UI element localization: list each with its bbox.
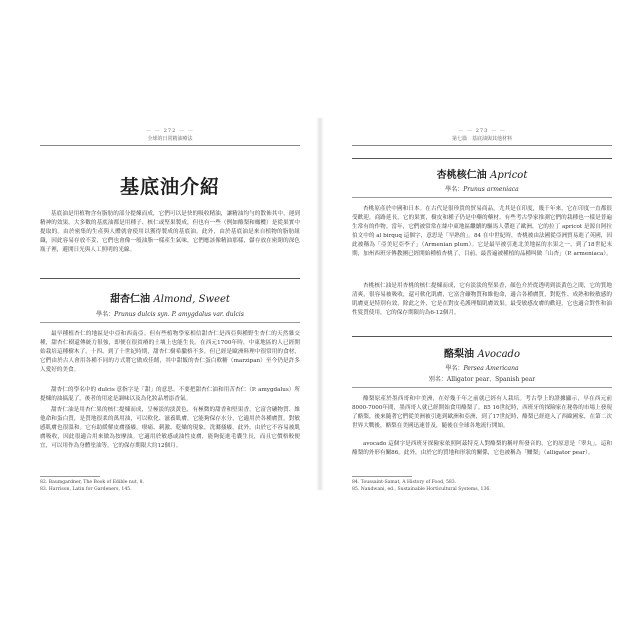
avocado-paragraph-1: 酪梨原產於墨西哥和中美洲，在好幾千年之前就已經有人栽培。考古學上的證據顯示，早在西元前8000-7000年間，墨西哥人就已經開始食用酪梨了。85 16世紀時，西班牙的探險家在秘魯的市場上發現了酪梨。後來隨著它們從美洲被引進到歐洲和亞洲，到了17世紀時，酪梨已經進入了西歐國家，在第二次世界大戰後，酪梨在美國迅速普及，隨後在全球各地流行開始。: [352, 396, 612, 429]
apricot-rule-bottom: [352, 197, 612, 198]
page-title: 基底油介紹: [119, 176, 220, 198]
avocado-title-en: Avocado: [477, 349, 520, 360]
right-running-head-rule: [352, 145, 612, 146]
right-page-number: — — 273 — —: [352, 128, 612, 134]
avocado-title-cn: 酪梨油: [444, 349, 475, 360]
right-running-head-title: 第七篇 基底油與其他材料: [451, 136, 512, 142]
apricot-latin-name: Prunus armeniaca: [463, 186, 519, 193]
latin-label: 學名：: [96, 311, 115, 318]
section-title-en: Almond, Sweet: [153, 294, 230, 305]
section-title-almond: [40, 290, 300, 305]
section-title-avocado: [352, 345, 612, 360]
apricot-paragraph-2: 杏桃核仁油是用杏桃的核仁提煉而成，它有淡淡的堅果香，顏色介於從透明到淡黃色之間，它的質地清爽，很容易被吸收，還可軟化肌膚，它富含礦物質和維他命，適合各種膚質，對乾性、成熟和較敏感的肌膚更是特別有效，除此之外，它是在對皮毛護理類肌膚效果。最受敏感皮膚的歡迎，它也適合對性和油性髮質使用，它的保存期限約為6-12個月。: [352, 283, 612, 316]
avocado-rule-top: [352, 336, 612, 337]
section-rule-bottom: [40, 322, 300, 323]
avocado-alias-label: 別名：: [428, 376, 447, 383]
right-footnote-rule: [352, 476, 412, 477]
footnote-85: 85. Nandwani, ed., Sustainable Horticultural Systems, 136.: [352, 487, 491, 492]
almond-paragraph-2: 甜杏仁的學名中的 dulcis 意指字是「甜」的意思。不要把甜杏仁油和用苦杏仁（P. amygdalus）所提煉的油搞混了，後者的用途是調味以及為化妝品增添香氣。: [40, 387, 300, 402]
left-footnote-rule: [40, 476, 100, 477]
avocado-latin-label: 學名：: [445, 365, 464, 372]
apricot-paragraph-1: 杏桃原產於中國和日本。在古代是很珍貴的貿易商品，尤其是在印度，幾千年來，它在印度一直都很受歡迎，商路延長，它的果實，樹皮和種子仍是中藥的藥材。有些考古學家推測它們的栽種也一樣是普遍生常有的作物。當年，它們被常常在絲中東地區繼續的驅馬人帶進了歐洲，它的拉丁 apricot 是源自阿拉伯文中的 al birquq 這個字，意思是「早熟的」。84 在中世紀時，杏桃被由法國從亞洲貿易進了英國，因此被稱為「亞美尼亞李子」（Armenian plum）。它是最早被引進北美地區的水果之一，到了18世紀末期，加州西班牙傳教團已經開始種植杏桃了，目前，最普遍被種植的品種叫做「山杏」（P. armeniaca）。: [352, 206, 612, 257]
left-page-number: — — 272 — —: [40, 128, 300, 134]
latin-name: Prunus dulcis syn. P. amygdalus var. dulcis: [114, 311, 244, 318]
footnote-84: 84. Toussaint-Samat, A History of Food, 583.: [352, 480, 457, 485]
avocado-alias-line: [352, 374, 612, 383]
avocado-paragraph-2: avocado 這個字是西班牙探險家依照阿茲特克人對酪梨的稱呼所發音的，它的原意是「睾丸」，這和酪梨的外形有關86。此外，由於它的質地和形狀的關係，它也被稱為「鱷梨」（alligator pear）。: [352, 441, 612, 456]
footnote-82: 82. Baumgardner, The Book of Edible nut, 8.: [40, 480, 144, 485]
avocado-latin-name: Persea Americana: [463, 365, 519, 372]
section-title-apricot: [352, 166, 612, 181]
section-title-cn: 甜杏仁油: [110, 294, 151, 305]
apricot-rule-top: [352, 158, 612, 159]
apricot-latin-line: [352, 184, 612, 193]
almond-paragraph-1: 最早種植杏仁的地區是中亞和西南亞。但有些植物學家相信甜杏仁是西亞與種野生杏仁的天然雜交種，甜杏仁樹還傳統力很強，即便在很貧瘠的土壤上也能生長。在西元1700年時，中東地區的人已經開始栽培這種樹木了。十四、到了十世紀時期，甜杏仁樹希臘格不多，但已經是歐洲料理中很常用的食材，它們由於古人會用各種不同的方式將它做成佳餚，其中甜飯的杏仁蛋白軟糖（marzipan）至今仍是許多人愛好的美食。: [40, 331, 300, 373]
intro-paragraph: 基底油是用植物含有脂肪的部分提煉而成，它們可以是快的吸收精油，讓精油均勻的散佈其中，運到精神的效果。大多數的基底油都是用種子、核仁或堅果製成，但也有一些（例如酪梨和橄欖）是從果實中提取的。由於密集的生產與人體就會使用以獲得製成的基底油。此外，由於基底油是來自植物的脂肪組織，因此容易存放不妥，它們也會像一般油脂一樣產生氣味，它們應該像精油那樣，儲存放在密閉的深色瓶子裡，避開日光與人工照明的光線。: [40, 211, 300, 253]
avocado-alias-text: Alligator pear、Spanish pear: [446, 376, 536, 383]
avocado-latin-line: [352, 363, 612, 372]
left-running-head-rule: [40, 145, 300, 146]
apricot-title-en: Apricot: [490, 170, 528, 181]
left-running-head: [40, 128, 300, 146]
right-running-head: [352, 128, 612, 146]
latin-name-line: [40, 309, 300, 318]
almond-paragraph-3: 甜杏仁油是用杏仁果的核仁提煉而成，呈極淡的淡黃色，有極微的甜香和堅果香，它富含礦物質、維他命和蛋白質，是質地很柔的萬用油，可以軟化、滋養肌膚，它能夠保存水分，它適用於各種膚質，對敏感肌膚也很溫和。它有助緩解皮膚搔癢，療痛、刺激、乾燥的現象，洗滌搔癢。此外，由於它不容易被肌膚吸收，因此很適合用來做為按摩油。它適用於敏感或油性皮膚，能夠促進毛囊生長，而且它價格較便宜，可以用作為身體塗油等，它的保存期限大約12個月。: [40, 407, 300, 449]
left-running-head-title: 全球的日常精油療法: [147, 136, 193, 142]
apricot-latin-label: 學名：: [445, 186, 464, 193]
footnote-83: 83. Harrison, Latin for Gardeners, 145.: [40, 487, 132, 492]
avocado-rule-bottom: [352, 387, 612, 388]
apricot-title-cn: 杏桃核仁油: [436, 170, 487, 181]
right-page: [320, 0, 640, 640]
section-rule-top: [40, 278, 300, 279]
